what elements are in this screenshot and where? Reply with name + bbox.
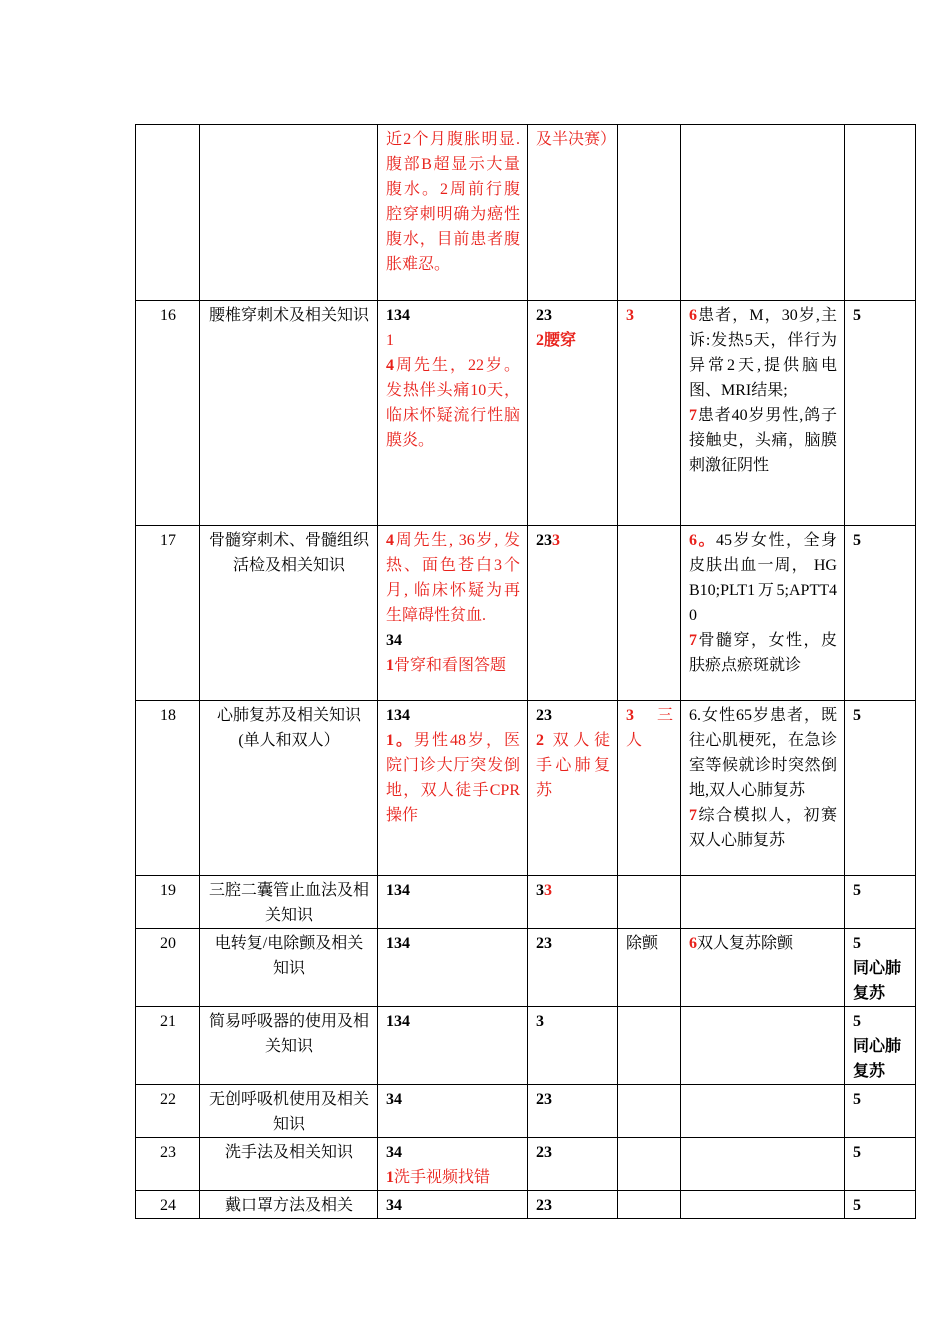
col3-cell bbox=[378, 301, 528, 526]
score-value: 5 bbox=[853, 1013, 861, 1030]
case-description bbox=[386, 1165, 520, 1190]
table-row bbox=[136, 1007, 916, 1085]
table-row bbox=[136, 526, 916, 701]
col6-cell bbox=[681, 125, 845, 301]
case-number: 2 bbox=[536, 732, 544, 749]
case-number: 1 bbox=[386, 1169, 394, 1186]
stage-note: 及半决赛） bbox=[528, 125, 618, 301]
score-cell: 5 bbox=[845, 1138, 916, 1191]
case-text: 周先生，22岁。发热伴头痛10天，临床怀疑流行性脑膜炎。 bbox=[386, 357, 520, 449]
row-topic: 戴口罩方法及相关 bbox=[200, 1191, 378, 1219]
col5-cell bbox=[618, 1085, 681, 1138]
col6-cell bbox=[681, 1191, 845, 1219]
table-row bbox=[136, 701, 916, 876]
table-row bbox=[136, 1138, 916, 1191]
col6-cell bbox=[681, 876, 845, 929]
row-index bbox=[136, 125, 200, 301]
row-index: 16 bbox=[136, 301, 200, 526]
col5-cell bbox=[618, 125, 681, 301]
row-topic: 无创呼吸机使用及相关知识 bbox=[200, 1085, 378, 1138]
case-code: 23 bbox=[528, 1138, 618, 1191]
case-text: 综合模拟人，初赛双人心肺复苏 bbox=[689, 807, 837, 849]
case-number: 1 bbox=[386, 657, 394, 674]
row-index: 22 bbox=[136, 1085, 200, 1138]
col6-cell bbox=[681, 1007, 845, 1085]
case-description bbox=[386, 728, 520, 828]
col5-cell bbox=[618, 701, 681, 876]
col5-cell bbox=[618, 1138, 681, 1191]
row-index: 20 bbox=[136, 929, 200, 1007]
row-topic: 腰椎穿刺术及相关知识 bbox=[200, 301, 378, 526]
case-code: 23 bbox=[528, 1191, 618, 1219]
case-description bbox=[689, 628, 837, 678]
col6-cell bbox=[681, 1085, 845, 1138]
case-text: 三人 bbox=[626, 707, 673, 749]
row-topic: 骨髓穿刺术、骨髓组织活检及相关知识 bbox=[200, 526, 378, 701]
case-code: 23 bbox=[536, 707, 552, 724]
score-cell: 5 bbox=[845, 1085, 916, 1138]
table-row bbox=[136, 876, 916, 929]
col4-cell bbox=[528, 876, 618, 929]
case-number: 6。 bbox=[689, 532, 716, 549]
col3-cell bbox=[378, 526, 528, 701]
row-topic: 心肺复苏及相关知识(单人和双人） bbox=[200, 701, 378, 876]
col6-cell bbox=[681, 1138, 845, 1191]
case-number: 6 bbox=[689, 935, 697, 952]
case-code: 23 bbox=[536, 307, 552, 324]
case-text: 洗手视频找错 bbox=[394, 1169, 491, 1186]
case-code: 134 bbox=[386, 707, 410, 724]
case-code: 134 bbox=[378, 929, 528, 1007]
case-number: 7 bbox=[689, 807, 697, 824]
score-cell: 5 bbox=[845, 301, 916, 526]
case-text: 患者，M，30岁,主诉:发热5天，伴行为异常2天,提供脑电图、MRI结果; bbox=[689, 307, 837, 399]
col7-cell bbox=[845, 125, 916, 301]
case-code-red: 3 bbox=[544, 882, 552, 899]
case-code: 134 bbox=[378, 876, 528, 929]
row-topic: 电转复/电除颤及相关知识 bbox=[200, 929, 378, 1007]
score-note: 同心肺复苏 bbox=[853, 960, 902, 1002]
col5-cell bbox=[618, 526, 681, 701]
row-index: 18 bbox=[136, 701, 200, 876]
col6-cell bbox=[681, 526, 845, 701]
case-code: 1 bbox=[386, 332, 394, 349]
case-code: 134 bbox=[386, 307, 410, 324]
case-code-red: 3 bbox=[552, 532, 560, 549]
col5-cell bbox=[618, 876, 681, 929]
case-code: 34 bbox=[378, 1191, 528, 1219]
case-description bbox=[689, 803, 837, 853]
col5-cell bbox=[618, 301, 681, 526]
case-number: 4 bbox=[386, 532, 394, 549]
row-index: 24 bbox=[136, 1191, 200, 1219]
row-topic: 洗手法及相关知识 bbox=[200, 1138, 378, 1191]
score-cell: 5 bbox=[845, 526, 916, 701]
case-code: 3 bbox=[536, 882, 544, 899]
case-code: 34 bbox=[378, 1085, 528, 1138]
col5-cell bbox=[618, 1191, 681, 1219]
case-text: 患者40岁男性,鸽子接触史，头痛，脑膜刺激征阴性 bbox=[689, 407, 837, 474]
case-description bbox=[689, 403, 837, 478]
col5-cell: 除颤 bbox=[618, 929, 681, 1007]
case-number: 6 bbox=[689, 307, 697, 324]
case-number: 7 bbox=[689, 407, 697, 424]
col4-cell bbox=[528, 526, 618, 701]
case-description bbox=[386, 653, 520, 678]
case-number: 4 bbox=[386, 357, 394, 374]
row-topic: 简易呼吸器的使用及相关知识 bbox=[200, 1007, 378, 1085]
case-text: 45岁女性，全身皮肤出血一周， HGB10;PLT1万5;APTT40 bbox=[689, 532, 837, 624]
case-code: 23 bbox=[536, 532, 552, 549]
case-code: 2腰穿 bbox=[536, 332, 577, 349]
table-row bbox=[136, 301, 916, 526]
case-code: 23 bbox=[528, 929, 618, 1007]
row-index: 23 bbox=[136, 1138, 200, 1191]
score-cell: 5 bbox=[845, 701, 916, 876]
row-index: 17 bbox=[136, 526, 200, 701]
col4-cell bbox=[528, 301, 618, 526]
case-text: 双人复苏除颤 bbox=[697, 935, 794, 952]
table-row bbox=[136, 125, 916, 301]
table-row bbox=[136, 929, 916, 1007]
case-text: 骨穿和看图答题 bbox=[394, 657, 507, 674]
row-index: 21 bbox=[136, 1007, 200, 1085]
case-text: 周先生, 36岁, 发热、面色苍白3个月, 临床怀疑为再生障碍性贫血. bbox=[386, 532, 520, 624]
score-value: 5 bbox=[853, 935, 861, 952]
table-row bbox=[136, 1191, 916, 1219]
case-text: 男性48岁，医院门诊大厅突发倒地，双人徒手CPR操作 bbox=[386, 732, 520, 824]
case-number: 7 bbox=[689, 632, 697, 649]
col5-cell bbox=[618, 1007, 681, 1085]
case-code: 34 bbox=[386, 1144, 402, 1161]
case-code: 3 bbox=[528, 1007, 618, 1085]
case-description bbox=[386, 528, 520, 628]
row-topic bbox=[200, 125, 378, 301]
col6-cell bbox=[681, 301, 845, 526]
case-code: 34 bbox=[386, 632, 402, 649]
case-number: 1。 bbox=[386, 732, 414, 749]
case-description bbox=[386, 353, 520, 453]
score-cell bbox=[845, 929, 916, 1007]
case-text: 双人徒手心肺复苏 bbox=[536, 732, 610, 799]
case-description: 近2个月腹胀明显.腹部B超显示大量腹水。2周前行腹腔穿刺明确为癌性腹水，目前患者腹胀难忍。 bbox=[378, 125, 528, 301]
row-topic: 三腔二囊管止血法及相关知识 bbox=[200, 876, 378, 929]
score-cell bbox=[845, 1007, 916, 1085]
table-row bbox=[136, 1085, 916, 1138]
col4-cell bbox=[528, 701, 618, 876]
case-description bbox=[536, 728, 610, 803]
case-code: 3 bbox=[626, 307, 634, 324]
col3-cell bbox=[378, 1138, 528, 1191]
case-number: 3 bbox=[626, 707, 634, 724]
col6-cell bbox=[681, 701, 845, 876]
case-description bbox=[689, 303, 837, 403]
case-text: 骨髓穿，女性，皮肤瘀点瘀斑就诊 bbox=[689, 632, 837, 674]
row-index: 19 bbox=[136, 876, 200, 929]
case-description bbox=[626, 703, 673, 753]
score-note: 同心肺复苏 bbox=[853, 1038, 902, 1080]
col3-cell bbox=[378, 701, 528, 876]
case-code: 134 bbox=[378, 1007, 528, 1085]
exam-topics-table bbox=[135, 124, 916, 1219]
case-text: 6.女性65岁患者，既往心肌梗死，在急诊室等候就诊时突然倒地,双人心肺复苏 bbox=[689, 707, 837, 799]
score-cell: 5 bbox=[845, 1191, 916, 1219]
score-cell: 5 bbox=[845, 876, 916, 929]
case-description bbox=[689, 528, 837, 628]
col6-cell bbox=[681, 929, 845, 1007]
case-code: 23 bbox=[528, 1085, 618, 1138]
